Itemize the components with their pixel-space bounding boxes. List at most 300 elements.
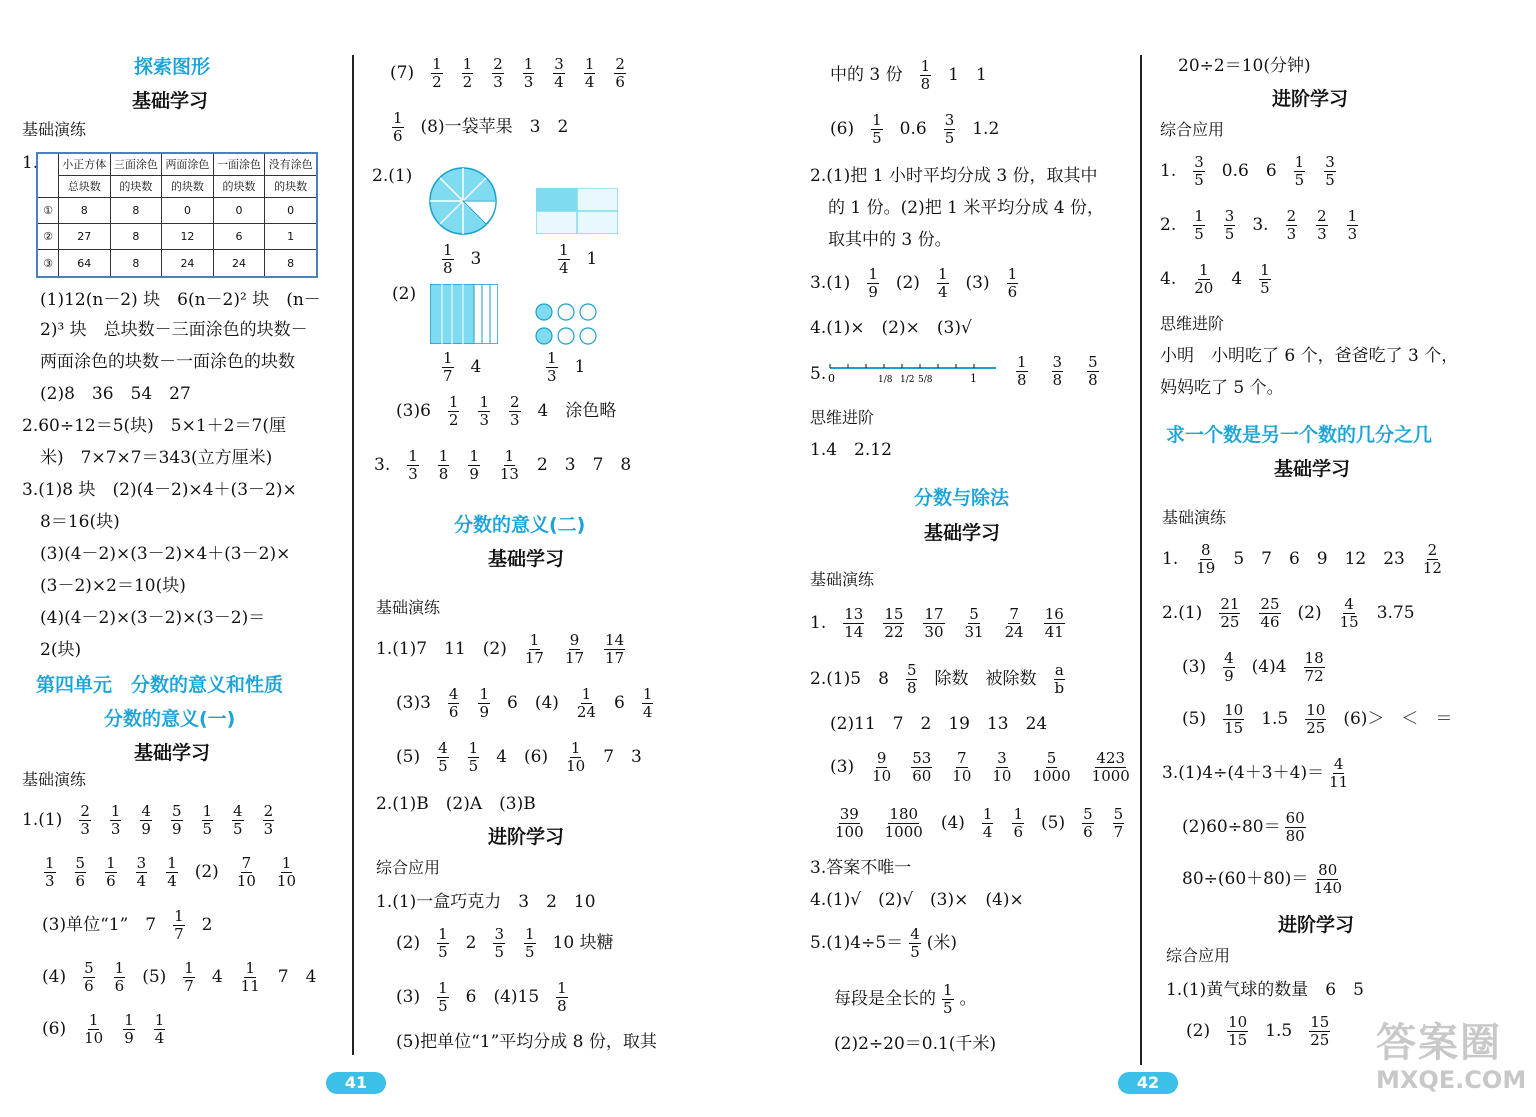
answer-text: (2): [194, 862, 219, 883]
answer-text: 4: [211, 967, 223, 988]
denominator: 7: [1113, 823, 1124, 842]
denominator: 5: [872, 129, 882, 148]
frac-line: [42, 855, 299, 891]
denominator: 3: [493, 73, 503, 92]
numerator: 1: [438, 925, 448, 943]
answer-text: (3): [830, 757, 855, 778]
table-cell: 8: [59, 197, 111, 223]
numerator: 13: [844, 605, 864, 623]
frac-line: [374, 448, 631, 484]
denominator: 3: [1347, 225, 1358, 244]
denominator: 1000: [1032, 767, 1071, 786]
denominator: 3: [547, 367, 557, 386]
fraction: [1227, 1014, 1248, 1050]
q3-line: (3)(4－2)×(3－2)×4＋(3－2)×: [40, 544, 291, 564]
numerator: 1: [943, 981, 953, 999]
denominator: 9: [469, 465, 479, 484]
fraction: [478, 686, 490, 722]
numerator: 5: [969, 605, 979, 623]
denominator: 3: [45, 872, 55, 891]
watermark-url: MXQE.COM: [1376, 1066, 1527, 1094]
frac-line: [810, 662, 1067, 698]
numerator: 14: [605, 631, 625, 649]
heading-basic-learning: 基础学习: [488, 548, 565, 570]
denominator: 5: [525, 943, 535, 962]
answer-text: 6 (4): [507, 693, 559, 714]
table-row: [37, 223, 317, 249]
answer-line: 4.(1)√ (2)√ (3)× (4)×: [810, 890, 1024, 910]
frac-line: [834, 982, 977, 1018]
fraction: [437, 980, 449, 1016]
answer-text: 。: [959, 989, 977, 1010]
denominator: 6: [1013, 823, 1024, 842]
answer-text: (3): [965, 273, 990, 294]
watermark-text: 答案圈: [1376, 1020, 1502, 1066]
answer-text: (5): [1182, 709, 1207, 730]
fraction: [1195, 542, 1216, 578]
fraction: [871, 112, 883, 148]
fraction: [546, 350, 558, 386]
answer-text: 中的 3 份: [830, 65, 903, 86]
heading-integrated: 综合应用: [376, 858, 441, 877]
denominator: 22: [884, 623, 904, 642]
numerator: 4: [1333, 755, 1344, 773]
heading-advanced: 进阶学习: [488, 826, 565, 848]
numerator: 4: [141, 802, 151, 820]
frac-line: [396, 686, 655, 722]
q3-line: (3－2)×2＝10(块): [40, 576, 186, 596]
fraction: [478, 394, 490, 430]
fraction: [468, 448, 480, 484]
numerator: 1: [584, 55, 595, 73]
answer-text: (4): [940, 813, 965, 834]
denominator: 41: [1044, 623, 1064, 642]
section-title-explore: 探索图形: [134, 56, 211, 78]
fraction: [1193, 208, 1205, 244]
numerator: 423: [1096, 749, 1126, 767]
fraction: [493, 926, 505, 962]
numerator: 1: [479, 393, 489, 411]
numerator: 1: [438, 979, 448, 997]
fraction: [492, 56, 504, 92]
denominator: 4: [982, 823, 993, 842]
fraction: [1193, 262, 1214, 298]
fraction: [1259, 262, 1271, 298]
denominator: 6: [1007, 283, 1018, 302]
table-cell: 8: [110, 250, 162, 277]
numerator: 3: [997, 749, 1007, 767]
answer-text: 1.(1)7 11 (2): [376, 639, 507, 660]
q3-line: (4)(4－2)×(3－2)×(3－2)＝: [40, 608, 266, 628]
table-header: 的块数: [265, 175, 317, 197]
denominator: 5: [944, 129, 955, 148]
numerator: 1: [443, 241, 453, 259]
fraction: [1324, 154, 1336, 190]
numerator: 1: [432, 55, 442, 73]
numerator: 1: [479, 685, 489, 703]
heading-advanced: 进阶学习: [1278, 914, 1355, 936]
frac-line: [830, 112, 999, 148]
table-cell: 24: [162, 250, 214, 277]
denominator: 17: [564, 649, 585, 668]
numerator: 1: [184, 959, 194, 977]
fraction: [442, 242, 454, 278]
numerator: 1: [1017, 353, 1027, 371]
fraction: [1082, 806, 1094, 842]
divider-left: [352, 55, 354, 1055]
denominator: 15: [1228, 1031, 1248, 1050]
denominator: 5: [1260, 279, 1270, 298]
numerator: 1: [1007, 265, 1018, 283]
fraction: [263, 803, 275, 839]
answer-text: 3.75: [1376, 603, 1415, 624]
denominator: 12: [1422, 559, 1442, 578]
denominator: 8: [920, 75, 931, 94]
denominator: 8: [906, 679, 917, 698]
numerator: 2: [80, 802, 90, 820]
answer-text: (米): [926, 933, 957, 954]
denominator: 9: [1224, 667, 1234, 686]
fraction: [642, 686, 654, 722]
fraction: [240, 960, 261, 996]
q2-label: 2.(1): [372, 166, 413, 186]
q2-2-label: (2): [392, 284, 417, 304]
numerator: 1: [504, 447, 515, 465]
fraction: [558, 242, 570, 278]
answer-line: (2)11 7 2 19 13 24: [830, 714, 1048, 734]
numerator: 10: [1228, 1013, 1248, 1031]
frac-line: [1160, 262, 1273, 298]
fraction: [1091, 750, 1131, 786]
table-row: [37, 250, 317, 277]
denominator: 6: [114, 977, 125, 996]
numerator: 1: [167, 854, 177, 872]
answer-text: 1: [586, 249, 598, 270]
denominator: 9: [479, 703, 489, 722]
denominator: 17: [605, 649, 625, 668]
answer-text: 7 4: [277, 967, 317, 988]
table-cell: 0: [213, 197, 265, 223]
numerator: 1: [1199, 261, 1209, 279]
denominator: 5: [468, 757, 479, 776]
fraction: [392, 110, 404, 146]
numerator: 7: [241, 854, 252, 872]
answer-text: (2): [1297, 603, 1322, 624]
answer-text: 1.5: [1265, 1021, 1293, 1042]
fraction: [1286, 208, 1298, 244]
answer-line: 的 1 份。(2)把 1 米平均分成 4 份，: [828, 198, 1104, 218]
numerator: 9: [876, 749, 887, 767]
denominator: 15: [1224, 719, 1244, 738]
answer-text: 4: [470, 357, 482, 378]
answer-text: (2): [1186, 1021, 1211, 1042]
table-cell: 0: [162, 197, 214, 223]
table-header: 没有涂色: [265, 153, 317, 175]
numerator: 39: [839, 805, 859, 823]
denominator: 9: [141, 820, 151, 839]
numerator: 9: [569, 631, 580, 649]
fraction: [937, 266, 949, 302]
answer-text: (2)60÷80＝: [1182, 817, 1281, 838]
page-number-left: 41: [326, 1072, 386, 1094]
numerator: 2: [493, 55, 503, 73]
fraction: [437, 926, 449, 962]
frac-line: [376, 632, 627, 668]
denominator: 5: [1325, 171, 1335, 190]
denominator: 10: [992, 767, 1012, 786]
answer-text: 80÷(60＋80)＝: [1182, 869, 1309, 890]
answer-text: (7): [390, 63, 415, 84]
frac-line: [1182, 650, 1327, 686]
answer-text: (5): [1041, 813, 1066, 834]
denominator: 100: [835, 823, 864, 842]
unit-title: 第四单元 分数的意义和性质: [36, 674, 284, 696]
denominator: 3: [80, 820, 90, 839]
numerator: 4: [1344, 595, 1354, 613]
denominator: 3: [1286, 225, 1297, 244]
numerator: 1: [124, 1011, 134, 1029]
numerator: 1: [462, 55, 473, 73]
numerator: 1: [393, 109, 403, 127]
numerator: 3: [1224, 207, 1235, 225]
heading-integrated: 综合应用: [1166, 946, 1231, 965]
frac-line: [1162, 542, 1445, 578]
denominator: 6: [84, 977, 94, 996]
frac-line: [1160, 208, 1360, 244]
fraction: [79, 803, 91, 839]
denominator: 46: [1260, 613, 1280, 632]
fraction: [1285, 810, 1306, 846]
denominator: 10: [84, 1029, 104, 1048]
denominator: 6: [615, 73, 625, 92]
fraction: [923, 606, 944, 642]
fraction: [509, 394, 521, 430]
frac-line: [396, 394, 616, 430]
frac-line: [1186, 1014, 1332, 1050]
answer-line: 1.4 2.12: [810, 440, 892, 460]
section-title: 分数与除法: [914, 487, 1010, 509]
answer-text: 1.(1): [22, 810, 63, 831]
denominator: 10: [236, 872, 256, 891]
numerator: 60: [1285, 809, 1305, 827]
numerator: 1: [202, 802, 213, 820]
answer-text: 除数 被除数: [934, 669, 1037, 690]
answer-text: (6): [830, 119, 855, 140]
denominator: 3: [479, 411, 489, 430]
numerator: 2: [615, 55, 625, 73]
fraction: [431, 56, 443, 92]
frac-line: [810, 266, 1020, 302]
fraction: [1044, 606, 1065, 642]
numerator: 1: [570, 739, 581, 757]
fraction: [110, 803, 122, 839]
q2-line: 米) 7×7×7＝343(立方厘米): [40, 448, 273, 468]
numerator: 1: [88, 1011, 99, 1029]
fraction: [232, 803, 244, 839]
denominator: 10: [276, 872, 297, 891]
denominator: 4: [584, 73, 595, 92]
q2-line: 2.60÷12＝5(块) 5×1＋2＝7(厘: [22, 416, 286, 436]
denominator: 20: [1194, 279, 1214, 298]
frac-line: [396, 740, 642, 776]
table-row: [37, 197, 317, 223]
denominator: 5: [1194, 171, 1204, 190]
numerator: 1: [45, 854, 55, 872]
numerator: 1: [468, 739, 479, 757]
table-header: 总块数: [59, 175, 111, 197]
fraction: [1031, 750, 1071, 786]
number-line-start: 0: [828, 372, 835, 385]
denominator: 14: [844, 623, 864, 642]
q5-label: 5.: [810, 364, 827, 384]
answer-text: 5.(1)4÷5＝: [810, 933, 904, 954]
frac-line: [1182, 702, 1452, 738]
numerator: 1: [529, 631, 540, 649]
answer-text: (6): [42, 1019, 67, 1040]
frac-line: [390, 56, 628, 92]
answer-text: (5): [396, 747, 421, 768]
row-label: ③: [37, 250, 59, 277]
denominator: 8: [1052, 371, 1063, 390]
table-header: 的块数: [110, 175, 162, 197]
table-cell: 8: [110, 223, 162, 249]
numerator: 1: [110, 802, 121, 820]
fraction: [584, 56, 596, 92]
answer-text: 4 涂色略: [537, 401, 617, 422]
numerator: 1: [557, 979, 567, 997]
answer-text: (4): [42, 967, 67, 988]
heading-integrated: 综合应用: [1160, 120, 1225, 139]
fraction: [911, 750, 932, 786]
fraction: [565, 740, 586, 776]
numerator: 5: [906, 661, 917, 679]
numerator: 4: [448, 685, 459, 703]
numerator: 3: [554, 55, 564, 73]
answer-text: 1: [574, 357, 586, 378]
numerator: a: [1054, 661, 1064, 679]
row-label: ①: [37, 197, 59, 223]
numerator: 15: [1310, 1013, 1330, 1031]
numerator: 5: [1088, 353, 1098, 371]
numerator: 53: [912, 749, 932, 767]
fraction: [1309, 1014, 1330, 1050]
answer-text: 0.6: [899, 119, 927, 140]
fraction: [553, 56, 565, 92]
fraction: [438, 448, 450, 484]
fraction: [1316, 208, 1328, 244]
fraction: [991, 750, 1012, 786]
denominator: 6: [1083, 823, 1093, 842]
numerator: 1: [174, 907, 184, 925]
fraction: [871, 750, 892, 786]
page-number-right: 42: [1118, 1072, 1178, 1094]
frac-line: [810, 926, 957, 962]
table-header: 两面涂色: [162, 153, 214, 175]
numerator: 1: [982, 805, 993, 823]
fraction: [1052, 354, 1064, 390]
fraction: [105, 855, 117, 891]
frac-line: [440, 350, 481, 386]
answer-text: 3.(1)4÷(4＋3＋4)＝: [1162, 763, 1325, 784]
fraction: [1312, 862, 1343, 898]
numerator: 1: [114, 959, 125, 977]
divider-right: [1140, 55, 1142, 1065]
frac-line: [1162, 596, 1415, 632]
denominator: 5: [943, 999, 953, 1018]
numerator: 3: [136, 854, 147, 872]
fraction: [1422, 542, 1443, 578]
numerator: 4: [438, 739, 448, 757]
denominator: 19: [1196, 559, 1216, 578]
fraction: [276, 855, 297, 891]
frac-line: [830, 58, 987, 94]
fraction: [524, 926, 536, 962]
fraction: [1328, 756, 1349, 792]
table-header: 的块数: [162, 175, 214, 197]
answer-text: 7 3: [603, 747, 642, 768]
table-cell: 12: [162, 223, 214, 249]
fraction: [183, 960, 195, 996]
table-header: 的块数: [213, 175, 265, 197]
denominator: 8: [443, 259, 453, 278]
denominator: 3: [523, 73, 534, 92]
table-cell: 8: [110, 197, 162, 223]
fraction: [1219, 596, 1240, 632]
answer-text: (4)4: [1251, 657, 1287, 678]
numerator: 5: [1083, 805, 1093, 823]
answer-text: 0.6 6: [1221, 161, 1277, 182]
denominator: 5: [438, 757, 448, 776]
frac-line: [1182, 810, 1308, 846]
fraction: [982, 806, 994, 842]
fraction: [448, 686, 460, 722]
frac-line: [1162, 756, 1351, 792]
denominator: 5: [1194, 225, 1204, 244]
fraction: [944, 112, 956, 148]
numerator: 1: [1294, 153, 1305, 171]
fraction: [556, 980, 568, 1016]
numerator: 3: [944, 111, 955, 129]
table-cell: 27: [59, 223, 111, 249]
denominator: 3: [408, 465, 418, 484]
numerator: 10: [1306, 701, 1326, 719]
answer-text: 2.(1): [1162, 603, 1203, 624]
denominator: 4: [559, 259, 569, 278]
fraction: [1193, 154, 1205, 190]
numerator: 1: [1347, 207, 1358, 225]
answer-text: 3.: [374, 455, 391, 476]
fraction: [1294, 154, 1306, 190]
q1-line: 两面涂色的块数－一面涂色的块数: [40, 352, 295, 372]
denominator: 4: [937, 283, 948, 302]
numerator: 3: [1052, 353, 1063, 371]
denominator: 3: [263, 820, 274, 839]
answer-text: 1.: [1162, 549, 1179, 570]
table-cell: 8: [265, 250, 317, 277]
heading-basic-learning: 基础学习: [132, 90, 209, 112]
answer-text: 2.: [1160, 215, 1177, 236]
answer-line: 1.(1)一盒巧克力 3 2 10: [376, 892, 596, 912]
answer-text: 1.: [1160, 161, 1177, 182]
answer-text: 2 3 7 8: [536, 455, 632, 476]
fraction: [614, 56, 626, 92]
denominator: 17: [524, 649, 544, 668]
answer-line: 4.(1)× (2)× (3)√: [810, 318, 972, 338]
frac-line: [440, 242, 481, 278]
denominator: 3: [110, 820, 121, 839]
fraction: [1113, 806, 1125, 842]
answer-text: 2.(1)5 8: [810, 669, 889, 690]
